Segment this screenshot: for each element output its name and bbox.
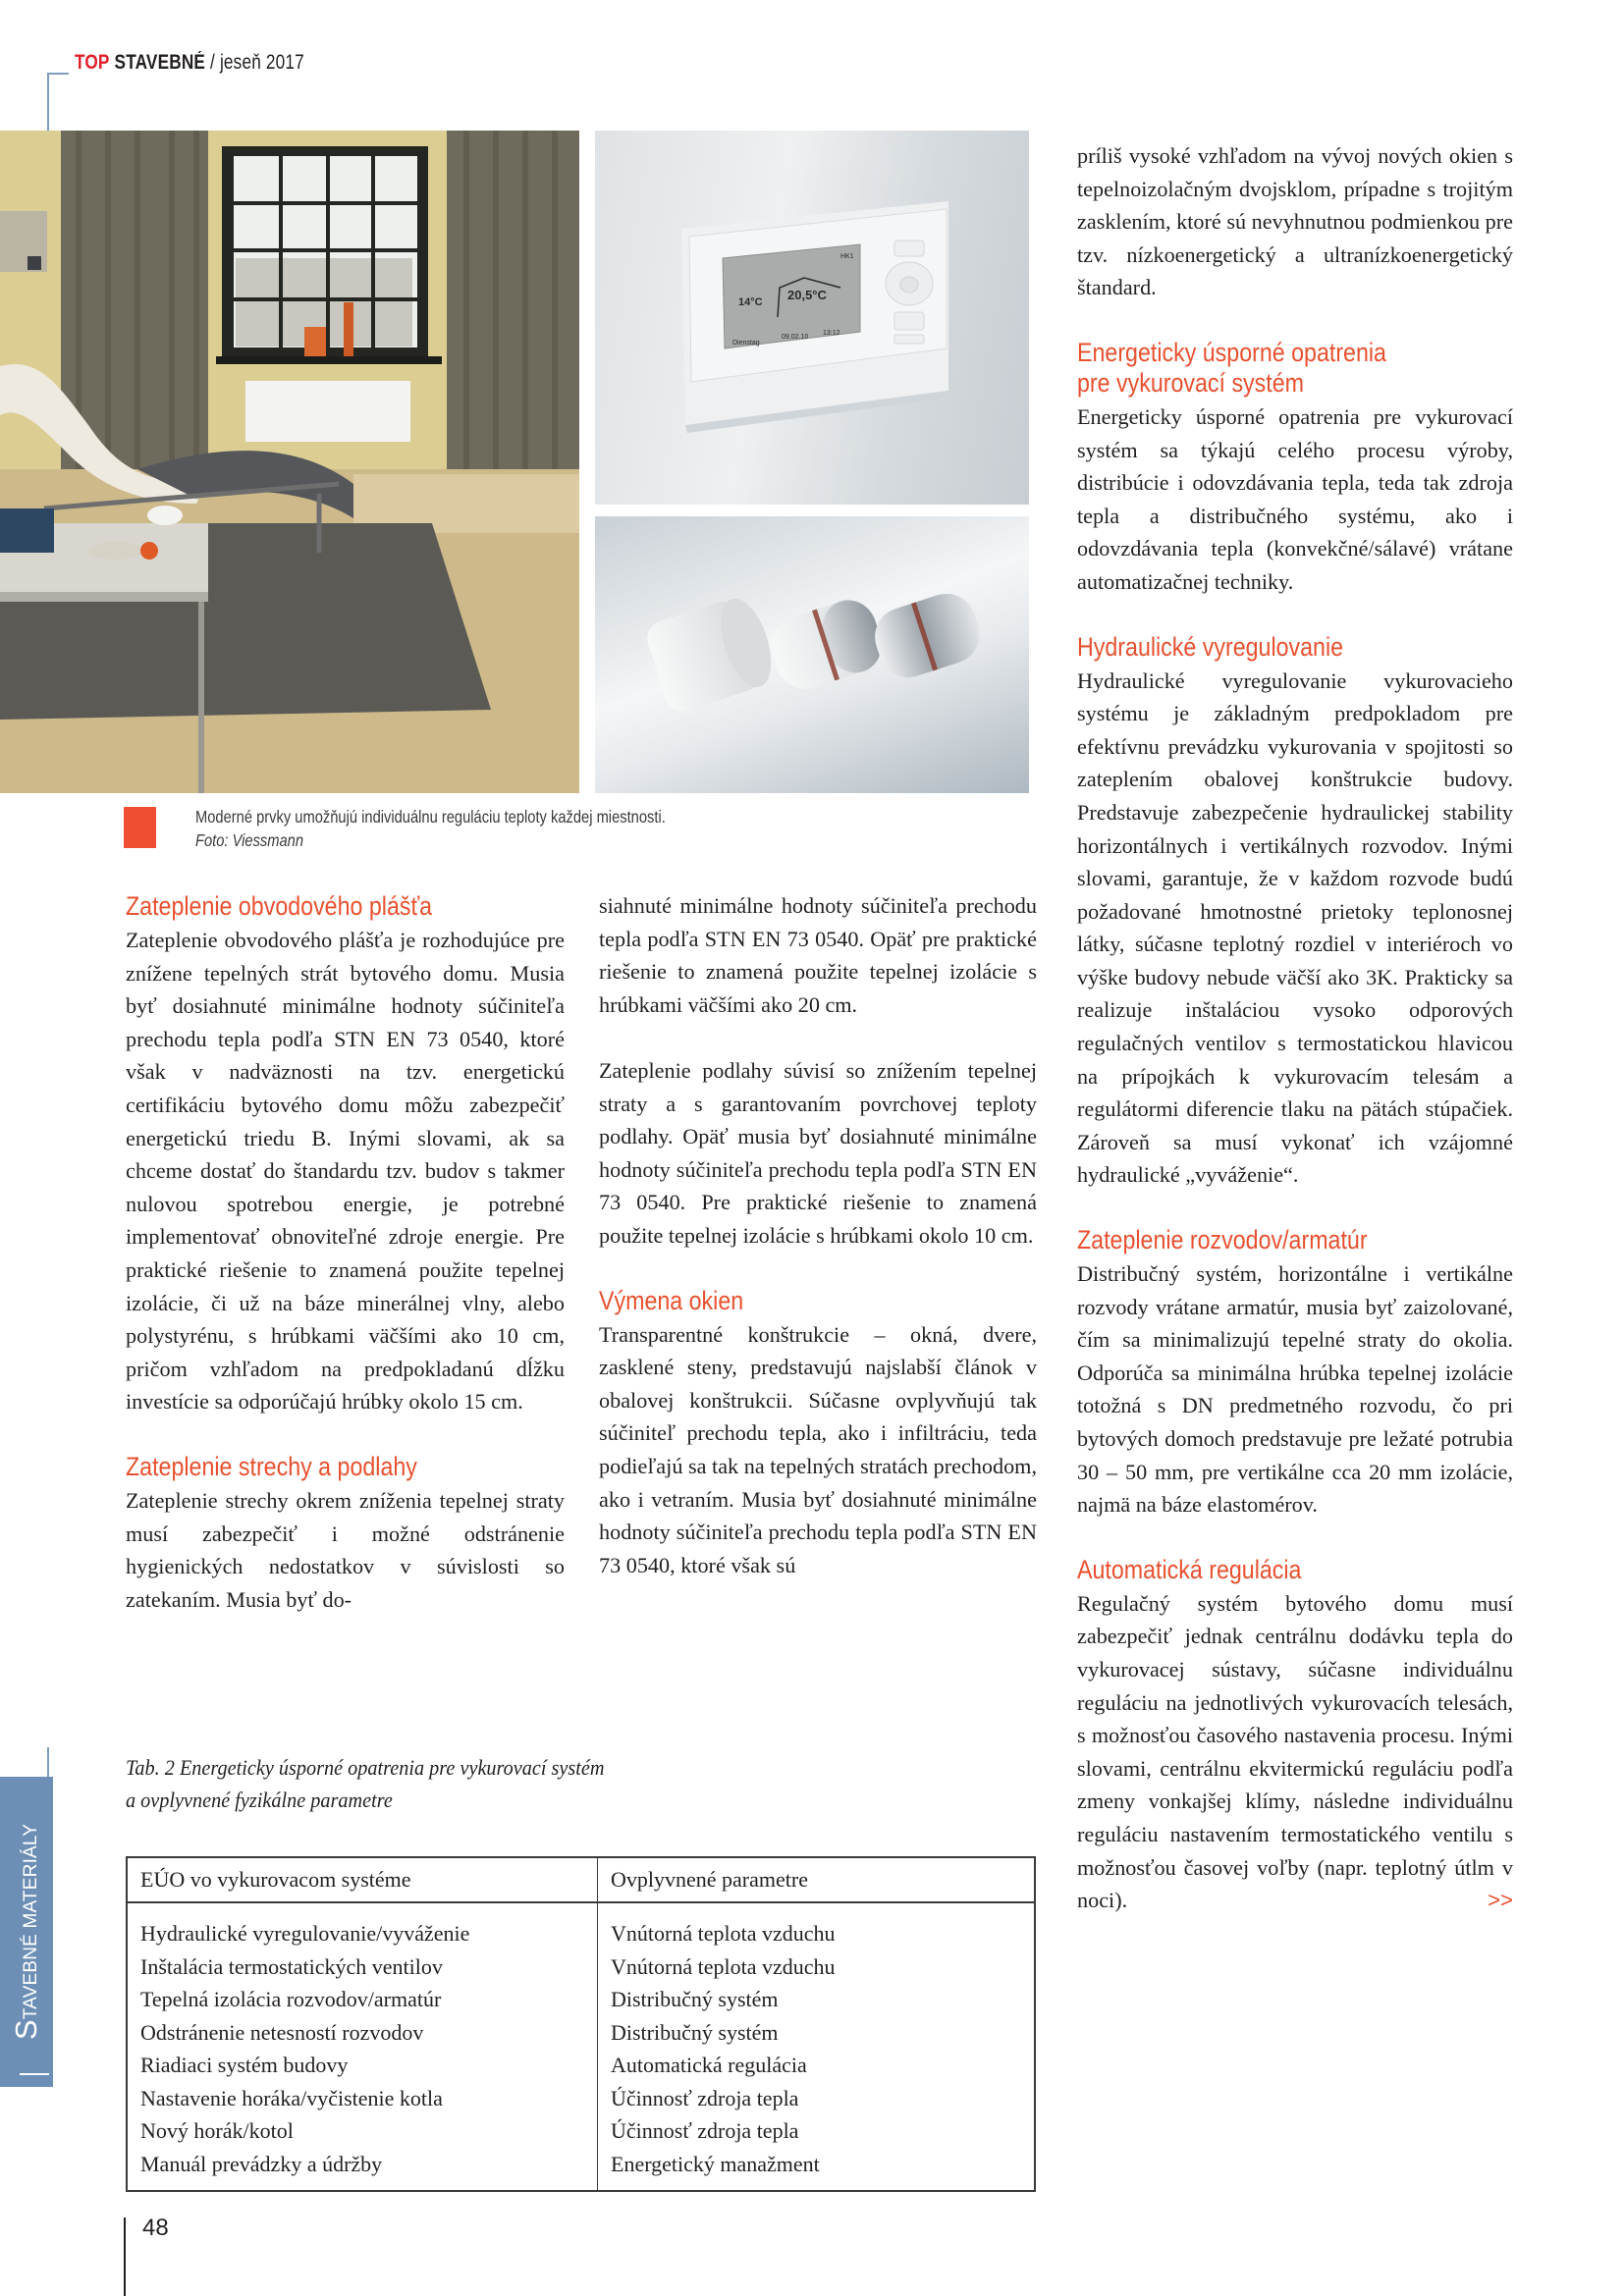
section-body: Distribučný systém, horizontálne i vertikálne rozvody vrátane armatúr, musia byť zaizolované, čím sa minimalizujú tepelné straty do okolia. Odporúča sa minimálna hrúbka tepelnej izolácie totožná s DN predmetného rozvodu, čo pri bytových domoch predstavuje pre ležaté potrubia 30 – 50 mm, pre vertikálne cca 20 mm izolácie, najmä na báze elastomérov. [1077,1261,1513,1518]
table-cell: Hydraulické vyregulovanie/vyváženie [127,1902,598,1950]
article-column-left [126,891,565,1616]
caption-marker [124,807,156,848]
table-row [127,2049,1035,2082]
table-cell: Automatická regulácia [611,2053,807,2077]
room-photo [0,131,579,793]
section-heading: Hydraulické vyregulovanie [1077,631,1344,662]
side-tab-rule [47,1747,49,1779]
table-row [127,2016,1035,2050]
section-body-text: Regulačný systém bytového domu musí zabezpečiť jednak centrálnu dodávku tepla do vykurovacej sústavy, súčasne individuálnu reguláciu na jednotlivých vykurovacích telesách, s možnosťou časového nastavenia procesu. Inými slovami, centrálnu ekvitermickú reguláciu podľa zmeny vonkajšej klímy, následne individuálnu reguláciu nastavením termostatického ventilu s možnosťou časovej voľby (napr. teplotný útlm v noci). [1077,1590,1513,1913]
page-number: 48 [142,2215,169,2241]
brand-top: TOP [75,51,110,74]
footer-rule [124,2217,126,2296]
section-heading-line2: pre vykurovací systém [1077,367,1304,398]
section-side-label [9,1824,44,2040]
table-row [127,1902,1035,1950]
table-cell: Vnútorná teplota vzduchu [611,1921,836,1946]
table-caption [126,1751,605,1816]
section-heading: Zateplenie rozvodov/armatúr [1077,1225,1368,1255]
brand-name: STAVEBNÉ [114,51,206,74]
table-cell: Energetický manažment [611,2151,820,2176]
table-row [127,2148,1035,2192]
thermostat-outside-temp: 14°C [738,296,763,308]
table-cell: Nový horák/kotol [127,2114,598,2148]
table-cell: Manuál prevádzky a údržby [127,2148,598,2192]
thermostat-date: 09.02.10 [782,334,809,341]
paragraph: Zateplenie podlahy súvisí so znížením tepelnej straty a s garantovaním povrchovej teploty podlahy. Opäť musia byť dosiahnuté minimálne hodnoty súčiniteľa prechodu tepla podľa STN EN 73 0540. Pre praktické riešenie to znamená použite tepelnej izolácie s hrúbkami okolo 10 cm. [599,1057,1037,1248]
table-cell: Nastavenie horáka/vyčistenie kotla [127,2082,598,2115]
section-body: Zateplenie obvodového plášťa je rozhodujúce pre znížene tepelných strát bytového domu. Musia byť dosiahnuté minimálne hodnoty súčiniteľa prechodu tepla podľa STN EN 73 0540, ktoré však v nadväznosti na tzv. energetickú certifikáciu bytového domu môžu zabezpečiť energetickú triedu B. Inými slovami, ak sa chceme dostať do štandardu tzv. budov s takmer nulovou spotrebou energie, je potrebné implementovať obnoviteľné zdroje energie. Pre praktické riešenie to znamená použite tepelnej izolácie, či už na báze minerálnej vlny, alebo polystyrénu, s hrúbkami väčšími ako 10 cm, pričom vzhľadom na predpokladanú dĺžku investície sa odporúčajú hrúbky okolo 15 cm. [126,928,565,1415]
table-row [127,2082,1035,2115]
table-cell: Účinnosť zdroja tepla [611,2085,799,2110]
side-label-initial: S [9,2019,43,2041]
table-cell: Distribučný systém [611,2019,779,2045]
table-row [127,1950,1035,1984]
section-heading: Automatická regulácia [1077,1554,1302,1584]
section-body: Transparentné konštrukcie – okná, dvere, zasklené steny, predstavujú najslabší článok v obalovej konštrukcii. Súčasne ovplyvňujú tak súčiniteľ prechodu tepla, ako i infiltráciu, teda podieľajú sa tak na tepelných stratách prechodom, ako i vetraním. Musia byť dosiahnuté minimálne hodnoty súčiniteľa prechodu tepla podľa STN EN 73 0540, ktoré však sú [599,1321,1037,1577]
section-body: Energeticky úsporné opatrenia pre vykurovací systém sa týkajú celého procesu výroby, distribúcie i odovzdávania tepla, teda tak zdroja tepla a distribučného systému, ako i odovzdávania tepla (konvekčné/sálavé) vrátane automatizačnej techniky. [1077,403,1513,594]
thermostat-room-temp: 20,5°C [787,288,827,302]
table-caption-line2: a ovplyvnené fyzikálne parametre [126,1788,393,1812]
section-body: Zateplenie strechy okrem zníženia tepelnej straty musí zabezpečiť i možné odstránenie hygienických nedostatkov v súvislosti so zatekaním. Musia byť do- [126,1487,565,1612]
side-label-rest: TAVEBNÉ MATERIÁLY [21,1823,41,2020]
side-tab-underline [20,2073,49,2075]
continue-arrow-icon[interactable]: >> [1488,1888,1513,1913]
thermostat-circuit-label: HK1 [840,253,854,260]
table-cell: Účinnosť zdroja tepla [611,2118,799,2143]
table-cell: Distribučný systém [611,1987,779,2011]
paragraph: siahnuté minimálne hodnoty súčiniteľa prechodu tepla podľa STN EN 73 0540. Opäť pre praktické riešenie to znamená použite tepelnej izolácie s hrúbkami väčšími ako 20 cm. [599,893,1037,1017]
table-cell: Odstránenie netesností rozvodov [127,2016,598,2050]
issue-label: jeseň 2017 [219,51,304,74]
thermostat-day: Dienstag [732,340,760,347]
section-body: Hydraulické vyregulovanie vykurovacieho systému je základným predpokladom pre efektívnu prevádzku vykurovania v spojitosti so zateplením obalovej konštrukcie budovy. Predstavuje zabezpečenie hydraulickej stability horizontálnych i vertikálnych rozvodov. Inými slovami, garantuje, že v každom rozvode budú požadované hmotnostné prietoky teplonosnej látky, súčasne teplotný rozdiel v interiéroch vo výške budovy nebude väčší ako 3K. Prakticky sa realizuje inštaláciou vysoko odporových regulačných ventilov s termostatickou hlavicou na prípojkách k vykurovacím telesám a regulátormi diferencie tlaku na pätách stúpačiek. Zároveň sa musí vykonať ich vzájomné hydraulické „vyváženie“. [1077,667,1513,1188]
table-header-row [127,1857,1035,1902]
table-row [127,2114,1035,2148]
table-cell: Tepelná izolácia rozvodov/armatúr [127,1983,598,2016]
table-cell: Riadiaci systém budovy [127,2049,598,2082]
header-rule-vertical [47,73,49,132]
header-rule [47,73,69,75]
table-row [127,1983,1035,2016]
valve-heads-photo [595,516,1029,793]
thermostat-time: 13:12 [823,330,840,337]
column-header: EÚO vo vykurovacom systéme [127,1857,598,1902]
table-cell: Vnútorná teplota vzduchu [611,1953,836,1979]
section-heading: Zateplenie strechy a podlahy [126,1451,417,1481]
table-cell: Inštalácia termostatických ventilov [127,1950,598,1984]
column-header: Ovplyvnené parametre [598,1857,1036,1902]
header-separator: / [210,51,215,74]
thermostat-photo [595,131,1029,505]
section-heading: Výmena okien [599,1285,744,1315]
section-heading: Zateplenie obvodového plášťa [126,891,433,921]
photo-credit: Foto: Viessmann [195,830,304,850]
measures-table [126,1856,1036,2192]
running-header [75,51,304,75]
article-column-right [1077,139,1513,1917]
caption-text: Moderné prvky umožňujú individuálnu reguláciu teploty každej miestnosti. [195,807,666,827]
section-heading: Energeticky úsporné opatrenia [1077,337,1386,367]
section-body [1077,1587,1513,1917]
article-column-middle [599,889,1037,1581]
photo-caption [195,805,666,852]
table-caption-line1: Tab. 2 Energeticky úsporné opatrenia pre vykurovací systém [126,1755,605,1780]
paragraph: príliš vysoké vzhľadom na vývoj nových okien s tepelnoizolačným dvojsklom, prípadne s trojitým zasklením, ktoré sú nevyhnutnou podmienkou pre tzv. nízkoenergetický a ultranízkoenergetický štandard. [1077,143,1513,300]
